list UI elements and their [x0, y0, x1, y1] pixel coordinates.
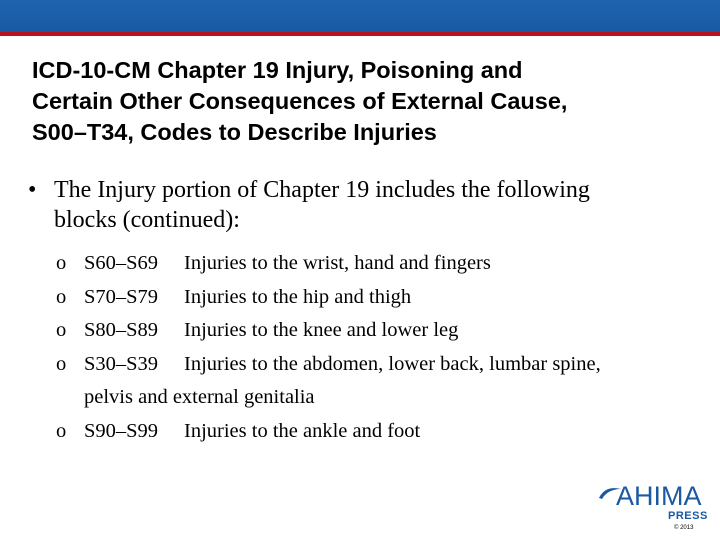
sub-bullet-marker: o — [56, 352, 67, 375]
ahima-press-logo — [598, 481, 710, 533]
code-range: S60–S69 — [84, 252, 159, 274]
logo-wordmark: AHIMA — [616, 481, 702, 511]
list-item — [56, 348, 706, 415]
code-description: Injuries to the knee and lower leg — [184, 319, 459, 341]
code-range: S70–S79 — [84, 285, 159, 308]
title-line: ICD-10-CM Chapter 19 Injury, Poisoning and — [32, 57, 523, 83]
list-item — [56, 247, 706, 281]
sub-bullet-marker: o — [56, 319, 67, 341]
bullet-marker: • — [28, 177, 37, 203]
title-line: S00–T34, Codes to Describe Injuries — [32, 119, 437, 145]
bullet-text — [54, 175, 590, 235]
sub-bullet-marker: o — [56, 252, 67, 274]
sub-bullet-marker: o — [56, 419, 67, 442]
list-item — [56, 314, 706, 348]
code-block-list — [56, 247, 706, 448]
code-description: Injuries to the hip and thigh — [184, 285, 412, 308]
slide-title — [32, 55, 692, 148]
code-range: S80–S89 — [84, 319, 159, 341]
list-item — [56, 415, 706, 449]
bullet-line: blocks (continued): — [54, 207, 240, 233]
bullet-line: The Injury portion of Chapter 19 includes the following — [54, 177, 590, 203]
header-rule — [0, 32, 720, 36]
list-item — [56, 281, 706, 315]
code-range: S90–S99 — [84, 419, 159, 442]
code-description: Injuries to the abdomen, lower back, lumbar spine, — [184, 352, 601, 375]
title-line: Certain Other Consequences of External Cause, — [32, 88, 568, 114]
code-description: Injuries to the ankle and foot — [184, 419, 421, 442]
sub-bullet-marker: o — [56, 285, 67, 308]
copyright-text: © 2013 — [674, 525, 694, 531]
logo-press-text: PRESS — [668, 510, 708, 522]
code-range: S30–S39 — [84, 352, 159, 375]
code-description: Injuries to the wrist, hand and fingers — [184, 252, 491, 274]
header-bar — [0, 0, 720, 32]
code-description-continued: pelvis and external genitalia — [84, 386, 315, 408]
